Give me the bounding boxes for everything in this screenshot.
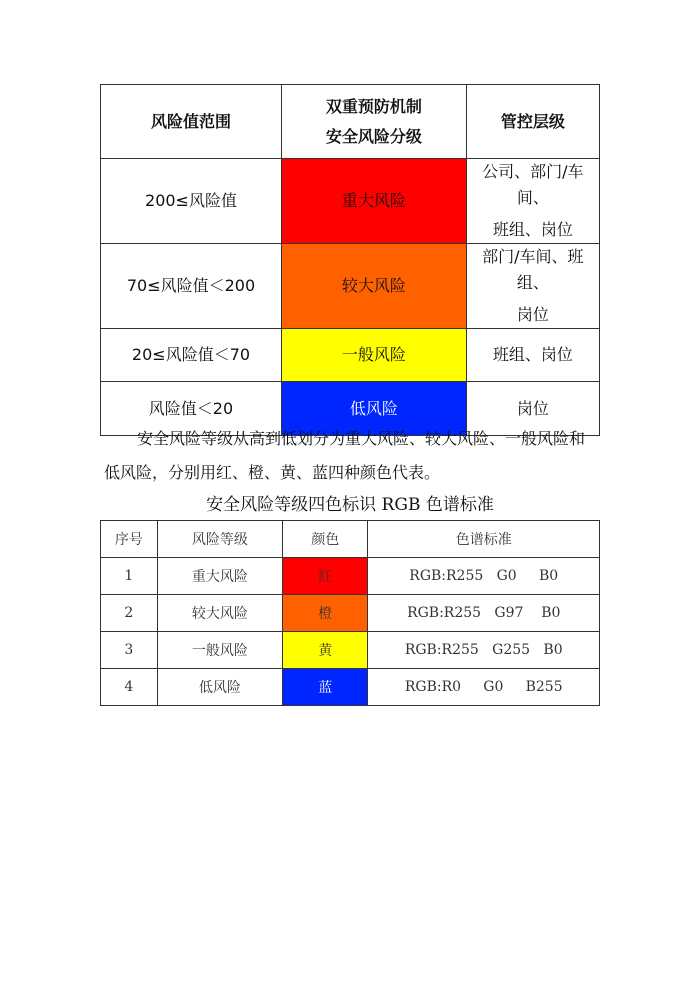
header-color-standard: 色谱标准: [368, 521, 600, 558]
table-row: [101, 669, 600, 706]
description-paragraph: 安全风险等级从高到低划分为重大风险、较大风险、一般风险和低风险，分别用红、橙、黄、蓝四种颜色代表。: [104, 429, 586, 482]
table-row: [101, 159, 600, 244]
control-line1: 公司、部门/车间、: [482, 162, 584, 207]
rgb-value: RGB:R255 G97 B0: [368, 595, 600, 632]
risk-level-cell: 较大风险: [281, 244, 466, 329]
risk-level-cell: 低风险: [281, 382, 466, 436]
rgb-standard-table: [100, 520, 600, 706]
rgb-table-title: 安全风险等级四色标识 RGB 色谱标准: [206, 495, 494, 515]
color-swatch: 蓝: [282, 669, 368, 706]
control-level-cell: 岗位: [466, 382, 599, 436]
color-swatch: 橙: [282, 595, 368, 632]
rgb-value: RGB:R0 G0 B255: [368, 669, 600, 706]
control-level-cell: 班组、岗位: [466, 329, 599, 382]
row-number: 2: [101, 595, 158, 632]
control-line2: 岗位: [516, 305, 549, 324]
risk-range-cell: 风险值＜20: [101, 382, 282, 436]
risk-classification-table: [100, 84, 600, 436]
header-risk-level: 风险等级: [157, 521, 282, 558]
row-number: 3: [101, 632, 158, 669]
table-row: [101, 558, 600, 595]
row-risk-level: 重大风险: [157, 558, 282, 595]
header-risk-range: 风险值范围: [101, 85, 282, 159]
table-header-row: [101, 85, 600, 159]
row-risk-level: 一般风险: [157, 632, 282, 669]
table-row: [101, 244, 600, 329]
row-number: 4: [101, 669, 158, 706]
control-level-cell: [466, 244, 599, 329]
control-line1: 部门/车间、班组、: [482, 247, 584, 292]
risk-range-cell: 20≤风险值＜70: [101, 329, 282, 382]
rgb-value: RGB:R255 G255 B0: [368, 632, 600, 669]
color-swatch: 红: [282, 558, 368, 595]
risk-level-cell: 重大风险: [281, 159, 466, 244]
table-row: [101, 329, 600, 382]
header-color: 颜色: [282, 521, 368, 558]
header-number: 序号: [101, 521, 158, 558]
control-line2: 班组、岗位: [492, 220, 573, 239]
header-mechanism-line1: 双重预防机制: [325, 96, 422, 116]
risk-range-cell: 200≤风险值: [101, 159, 282, 244]
row-risk-level: 低风险: [157, 669, 282, 706]
control-level-cell: [466, 159, 599, 244]
header-mechanism: [281, 85, 466, 159]
header-mechanism-line2: 安全风险分级: [325, 126, 422, 146]
risk-level-cell: 一般风险: [281, 329, 466, 382]
row-risk-level: 较大风险: [157, 595, 282, 632]
color-swatch: 黄: [282, 632, 368, 669]
table-row: [101, 632, 600, 669]
table-header-row: [101, 521, 600, 558]
row-number: 1: [101, 558, 158, 595]
rgb-value: RGB:R255 G0 B0: [368, 558, 600, 595]
table-row: [101, 595, 600, 632]
risk-range-cell: 70≤风险值＜200: [101, 244, 282, 329]
header-control-level: 管控层级: [466, 85, 599, 159]
